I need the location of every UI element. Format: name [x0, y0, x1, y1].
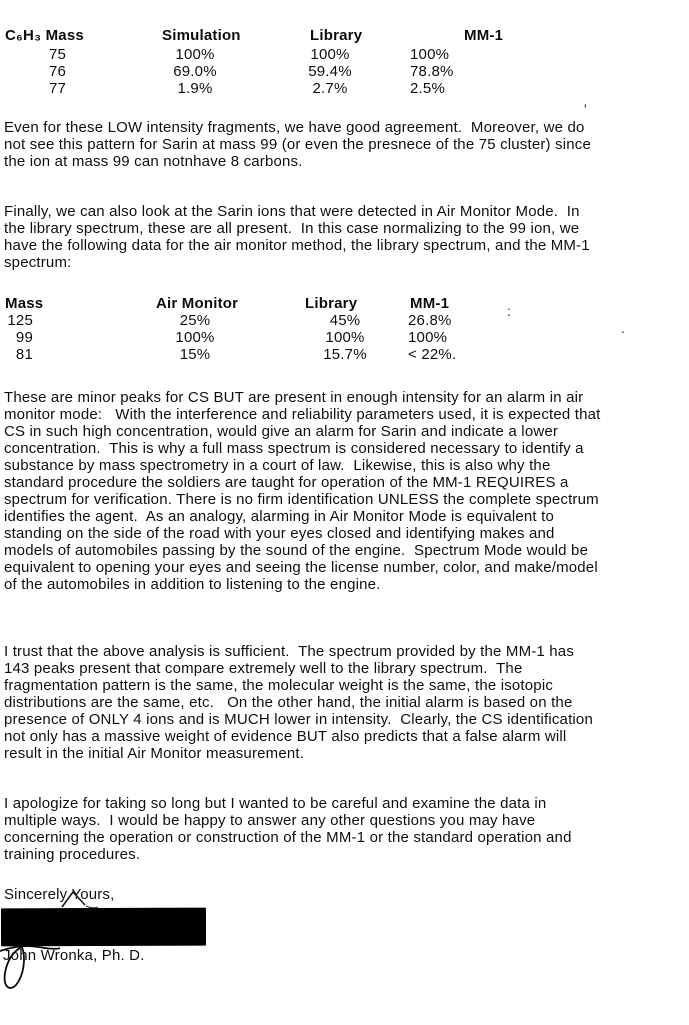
text-line: CS in such high concentration, would give an alarm for Sarin and indicate a lower — [4, 423, 559, 440]
text-line: equivalent to opening your eyes and seeing the license number, color, and make/model — [4, 559, 598, 576]
table-cell: 100% — [410, 46, 450, 63]
text-line: multiple ways. I would be happy to answer any other questions you may have — [4, 812, 536, 829]
text-line: I trust that the above analysis is sufficient. The spectrum provided by the MM-1 has — [4, 643, 575, 660]
table-header: Simulation — [162, 27, 241, 44]
text-line: have the following data for the air monitor method, the library spectrum, and the MM-1 — [4, 237, 590, 254]
text-line: fragmentation pattern is the same, the molecular weight is the same, the isotopic — [4, 677, 554, 694]
text-line: These are minor peaks for CS BUT are present in enough intensity for an alarm in air — [4, 389, 584, 406]
table-cell: 59.4% — [308, 63, 352, 80]
text-line: concentration. This is why a full mass spectrum is considered necessary to identify a — [4, 440, 584, 457]
scan-artifact-mark: . — [621, 320, 625, 336]
table-cell: 100% — [175, 46, 215, 63]
text-line: substance by mass spectrometry in a court of law. Likewise, this is also why the — [4, 457, 551, 474]
text-line: distributions are the same, etc. On the other hand, the initial alarm is based on the — [4, 694, 573, 711]
paragraph-apology — [4, 795, 572, 863]
text-line: Even for these LOW intensity fragments, we have good agreement. Moreover, we do — [4, 119, 585, 136]
mass-cluster-table — [0, 28, 689, 100]
text-line: Finally, we can also look at the Sarin ions that were detected in Air Monitor Mode. In — [4, 203, 580, 220]
table-cell: 100% — [175, 329, 215, 346]
scan-artifact-mark: : — [507, 303, 511, 319]
table-cell: 81 — [15, 346, 33, 363]
text-line: concerning the operation or construction of the MM-1 or the standard operation and — [4, 829, 572, 846]
text-line: identifies the agent. As an analogy, alarming in Air Monitor Mode is equivalent to — [4, 508, 554, 525]
table-cell: 45% — [329, 312, 361, 329]
table-cell: 78.8% — [410, 63, 454, 80]
text-line: I apologize for taking so long but I wanted to be careful and examine the data in — [4, 795, 547, 812]
table-header: Air Monitor — [156, 295, 239, 312]
table-cell: 1.9% — [177, 80, 213, 97]
table-cell: 125 — [7, 312, 33, 329]
scan-artifact-mark: ' — [584, 101, 587, 117]
table-cell: 76 — [48, 63, 67, 80]
text-line: models of automobiles passing by the sound of the engine. Spectrum Mode would be — [4, 542, 589, 559]
paragraph-agreement — [4, 119, 591, 170]
signer-name: John Wronka, Ph. D. — [3, 947, 145, 964]
text-line: the library spectrum, these are all present. In this case normalizing to the 99 ion, we — [4, 220, 580, 237]
table-header: Library — [305, 295, 358, 312]
paragraph-cs-analysis — [4, 389, 600, 593]
text-line: standard procedure the soldiers are taught for operation of the MM-1 REQUIRES a — [4, 474, 569, 491]
text-line: spectrum for verification. There is no firm identification UNLESS the complete spectrum — [4, 491, 599, 508]
table-cell: 77 — [48, 80, 67, 97]
paragraph-conclusion — [4, 643, 593, 762]
redaction-bar — [1, 908, 206, 947]
table-cell: 25% — [179, 312, 211, 329]
table-header: C₆H₃ Mass — [5, 27, 84, 44]
text-line: spectrum: — [4, 254, 72, 271]
table-cell: 26.8% — [408, 312, 452, 329]
closing-salutation: Sincerely Yours, — [4, 886, 115, 903]
table-cell: 100% — [408, 329, 448, 346]
paragraph-air-monitor-intro — [4, 203, 590, 271]
text-line: presence of ONLY 4 ions and is MUCH lower in intensity. Clearly, the CS identification — [4, 711, 593, 728]
table-header: Mass — [5, 295, 44, 312]
table-cell: 100% — [325, 329, 365, 346]
table-cell: 15% — [179, 346, 211, 363]
text-line: not only has a massive weight of evidence BUT also predicts that a false alarm will — [4, 728, 567, 745]
table-header: MM-1 — [464, 27, 504, 44]
table-cell: 75 — [48, 46, 67, 63]
table-cell: 2.7% — [312, 80, 348, 97]
table-cell: < 22%. — [408, 346, 457, 363]
sarin-ion-table — [0, 296, 689, 368]
text-line: training procedures. — [4, 846, 141, 863]
text-line: monitor mode: With the interference and reliability parameters used, it is expected that — [4, 406, 601, 423]
table-cell: 69.0% — [173, 63, 217, 80]
table-cell: 15.7% — [323, 346, 367, 363]
text-line: standing on the side of the road with your eyes closed and identifying makes and — [4, 525, 555, 542]
table-header: MM-1 — [410, 295, 450, 312]
text-line: of the automobiles in addition to listening to the engine. — [4, 576, 381, 593]
text-line: the ion at mass 99 can notnhave 8 carbons. — [4, 153, 303, 170]
table-cell: 2.5% — [410, 80, 445, 97]
table-cell: 100% — [310, 46, 350, 63]
text-line: 143 peaks present that compare extremely well to the library spectrum. The — [4, 660, 523, 677]
table-cell: 99 — [15, 329, 33, 346]
text-line: result in the initial Air Monitor measurement. — [4, 745, 305, 762]
table-header: Library — [310, 27, 363, 44]
text-line: not see this pattern for Sarin at mass 99 (or even the presnece of the 75 cluster) since — [4, 136, 591, 153]
